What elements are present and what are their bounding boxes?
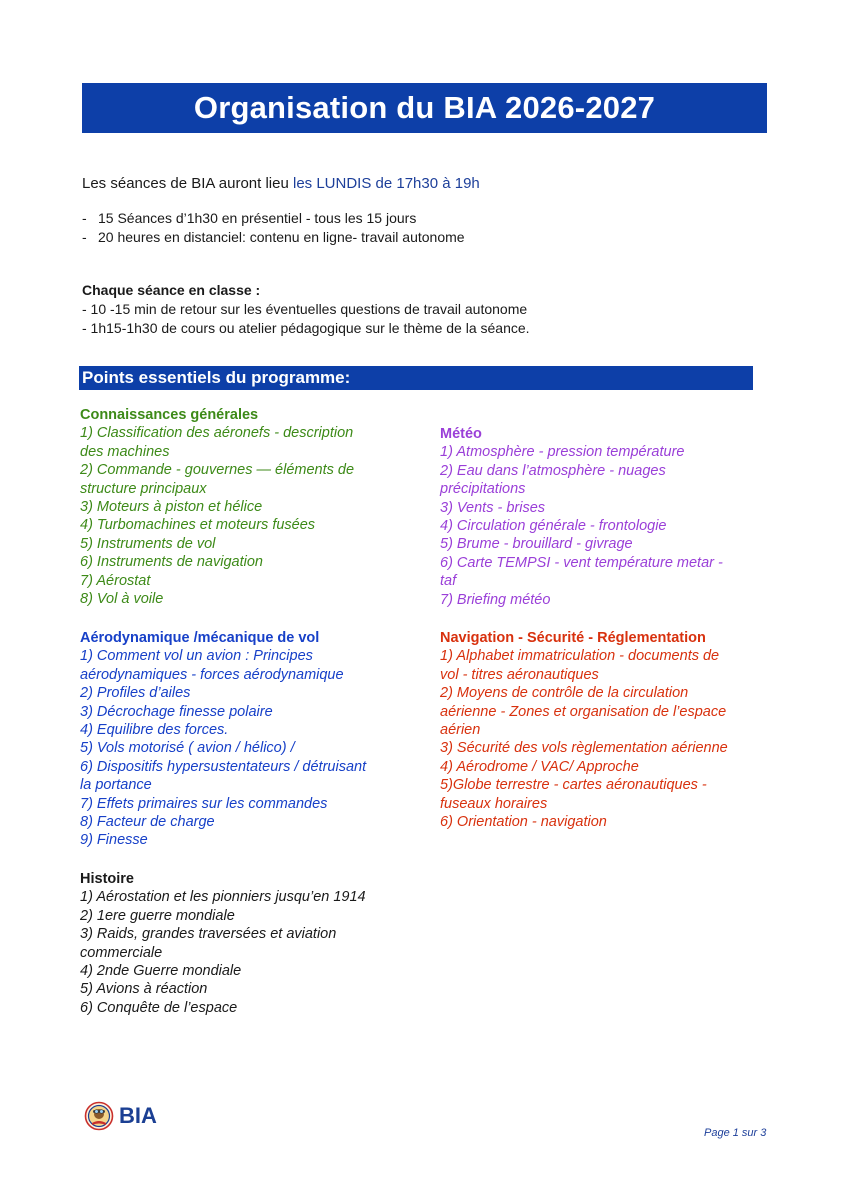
- format-list: [82, 209, 465, 247]
- list-item: 3) Moteurs à piston et hélice: [80, 499, 263, 516]
- list-item: précipitations: [440, 481, 526, 498]
- list-item: 1) Alphabet immatriculation - documents de: [440, 648, 720, 665]
- intro-line: [82, 175, 480, 192]
- list-item: 3) Sécurité des vols règlementation aérienne: [440, 740, 728, 757]
- connaissances-block: [80, 406, 354, 608]
- list-item: aérienne - Zones et organisation de l’espace: [440, 703, 727, 720]
- list-item: 8) Facteur de charge: [80, 814, 215, 831]
- seance-heading: Chaque séance en classe :: [82, 282, 261, 298]
- histoire-title: Histoire: [80, 871, 134, 887]
- list-item: 9) Finesse: [80, 832, 148, 849]
- list-item: 1) Classification des aéronefs - description: [80, 425, 354, 442]
- list-item: 6) Carte TEMPSI - vent température metar -: [440, 554, 723, 571]
- list-item: 1) Atmosphère - pression température: [440, 444, 685, 461]
- list-item: 2) 1ere guerre mondiale: [80, 907, 235, 924]
- list-item: vol - titres aéronautiques: [440, 666, 599, 683]
- format-item: - 20 heures en distanciel: contenu en ligne- travail autonome: [82, 229, 465, 245]
- navigation-title: Navigation - Sécurité - Réglementation: [440, 630, 706, 646]
- list-item: 2) Profiles d’ailes: [80, 685, 191, 702]
- list-item: 4) Aérodrome / VAC/ Approche: [440, 758, 639, 775]
- logo-text: BIA: [119, 1103, 157, 1128]
- list-item: structure principaux: [80, 480, 207, 497]
- list-item: 3) Vents - brises: [440, 499, 546, 516]
- list-item: aérien: [440, 722, 481, 739]
- list-item: fuseaux horaires: [440, 795, 548, 812]
- list-item: commerciale: [80, 944, 163, 961]
- seance-line: - 10 -15 min de retour sur les éventuelles questions de travail autonome: [82, 301, 528, 317]
- list-item: 5) Vols motorisé ( avion / hélico) /: [80, 740, 295, 757]
- format-item: - 15 Séances d’1h30 en présentiel - tous les 15 jours: [82, 210, 417, 226]
- list-item: 4) Equilibre des forces.: [80, 722, 229, 739]
- programme-heading: Points essentiels du programme:: [82, 368, 351, 387]
- bia-logo: [84, 1101, 157, 1131]
- list-item: 4) Circulation générale - frontologie: [440, 518, 667, 535]
- meteo-title: Météo: [440, 426, 482, 442]
- list-item: 4) 2nde Guerre mondiale: [80, 963, 242, 980]
- list-item: 3) Raids, grandes traversées et aviation: [80, 926, 337, 943]
- list-item: 8) Vol à voile: [80, 591, 164, 608]
- list-item: 6) Orientation - navigation: [440, 814, 607, 831]
- list-item: 2) Moyens de contrôle de la circulation: [440, 685, 689, 702]
- list-item: 7) Effets primaires sur les commandes: [80, 795, 328, 812]
- histoire-block: [80, 870, 366, 1017]
- meteo-block: [440, 425, 723, 609]
- seance-line: - 1h15-1h30 de cours ou atelier pédagogique sur le thème de la séance.: [82, 320, 530, 336]
- list-item: taf: [440, 573, 457, 590]
- list-item: 2) Commande - gouvernes — éléments de: [80, 462, 355, 479]
- list-item: 5) Instruments de vol: [80, 535, 216, 552]
- list-item: la portance: [80, 777, 152, 794]
- page-title: Organisation du BIA 2026-2027: [193, 90, 656, 125]
- list-item: 5) Avions à réaction: [80, 981, 208, 998]
- programme-heading-bar: [79, 366, 753, 390]
- list-item: aérodynamiques - forces aérodynamique: [80, 666, 344, 683]
- aerodynamique-block: [80, 629, 366, 850]
- bia-emblem-icon: [84, 1101, 114, 1131]
- list-item: 1) Aérostation et les pionniers jusqu’en 1914: [80, 889, 366, 906]
- list-item: 3) Décrochage finesse polaire: [80, 703, 273, 720]
- list-item: 6) Dispositifs hypersustentateurs / détruisant: [80, 758, 367, 775]
- seance-block: [82, 281, 530, 338]
- list-item: 4) Turbomachines et moteurs fusées: [80, 517, 316, 534]
- list-item: 7) Aérostat: [80, 572, 151, 589]
- list-item: des machines: [80, 443, 170, 460]
- list-item: 7) Briefing météo: [440, 591, 551, 608]
- list-item: 6) Instruments de navigation: [80, 554, 263, 571]
- list-item: 2) Eau dans l’atmosphère - nuages: [440, 462, 666, 479]
- connaissances-title: Connaissances générales: [80, 407, 259, 423]
- page-number: Page 1 sur 3: [704, 1127, 767, 1139]
- list-item: 5)Globe terrestre - cartes aéronautiques -: [440, 777, 707, 794]
- intro-prefix: Les séances de BIA auront lieu: [82, 175, 293, 192]
- list-item: 1) Comment vol un avion : Principes: [80, 648, 313, 665]
- list-item: 5) Brume - brouillard - givrage: [440, 536, 633, 553]
- intro-highlight: les LUNDIS de 17h30 à 19h: [292, 175, 480, 192]
- aerodynamique-title: Aérodynamique /mécanique de vol: [80, 630, 320, 646]
- navigation-block: [440, 629, 728, 831]
- page-title-banner: [82, 83, 767, 133]
- list-item: 6) Conquête de l’espace: [80, 999, 238, 1016]
